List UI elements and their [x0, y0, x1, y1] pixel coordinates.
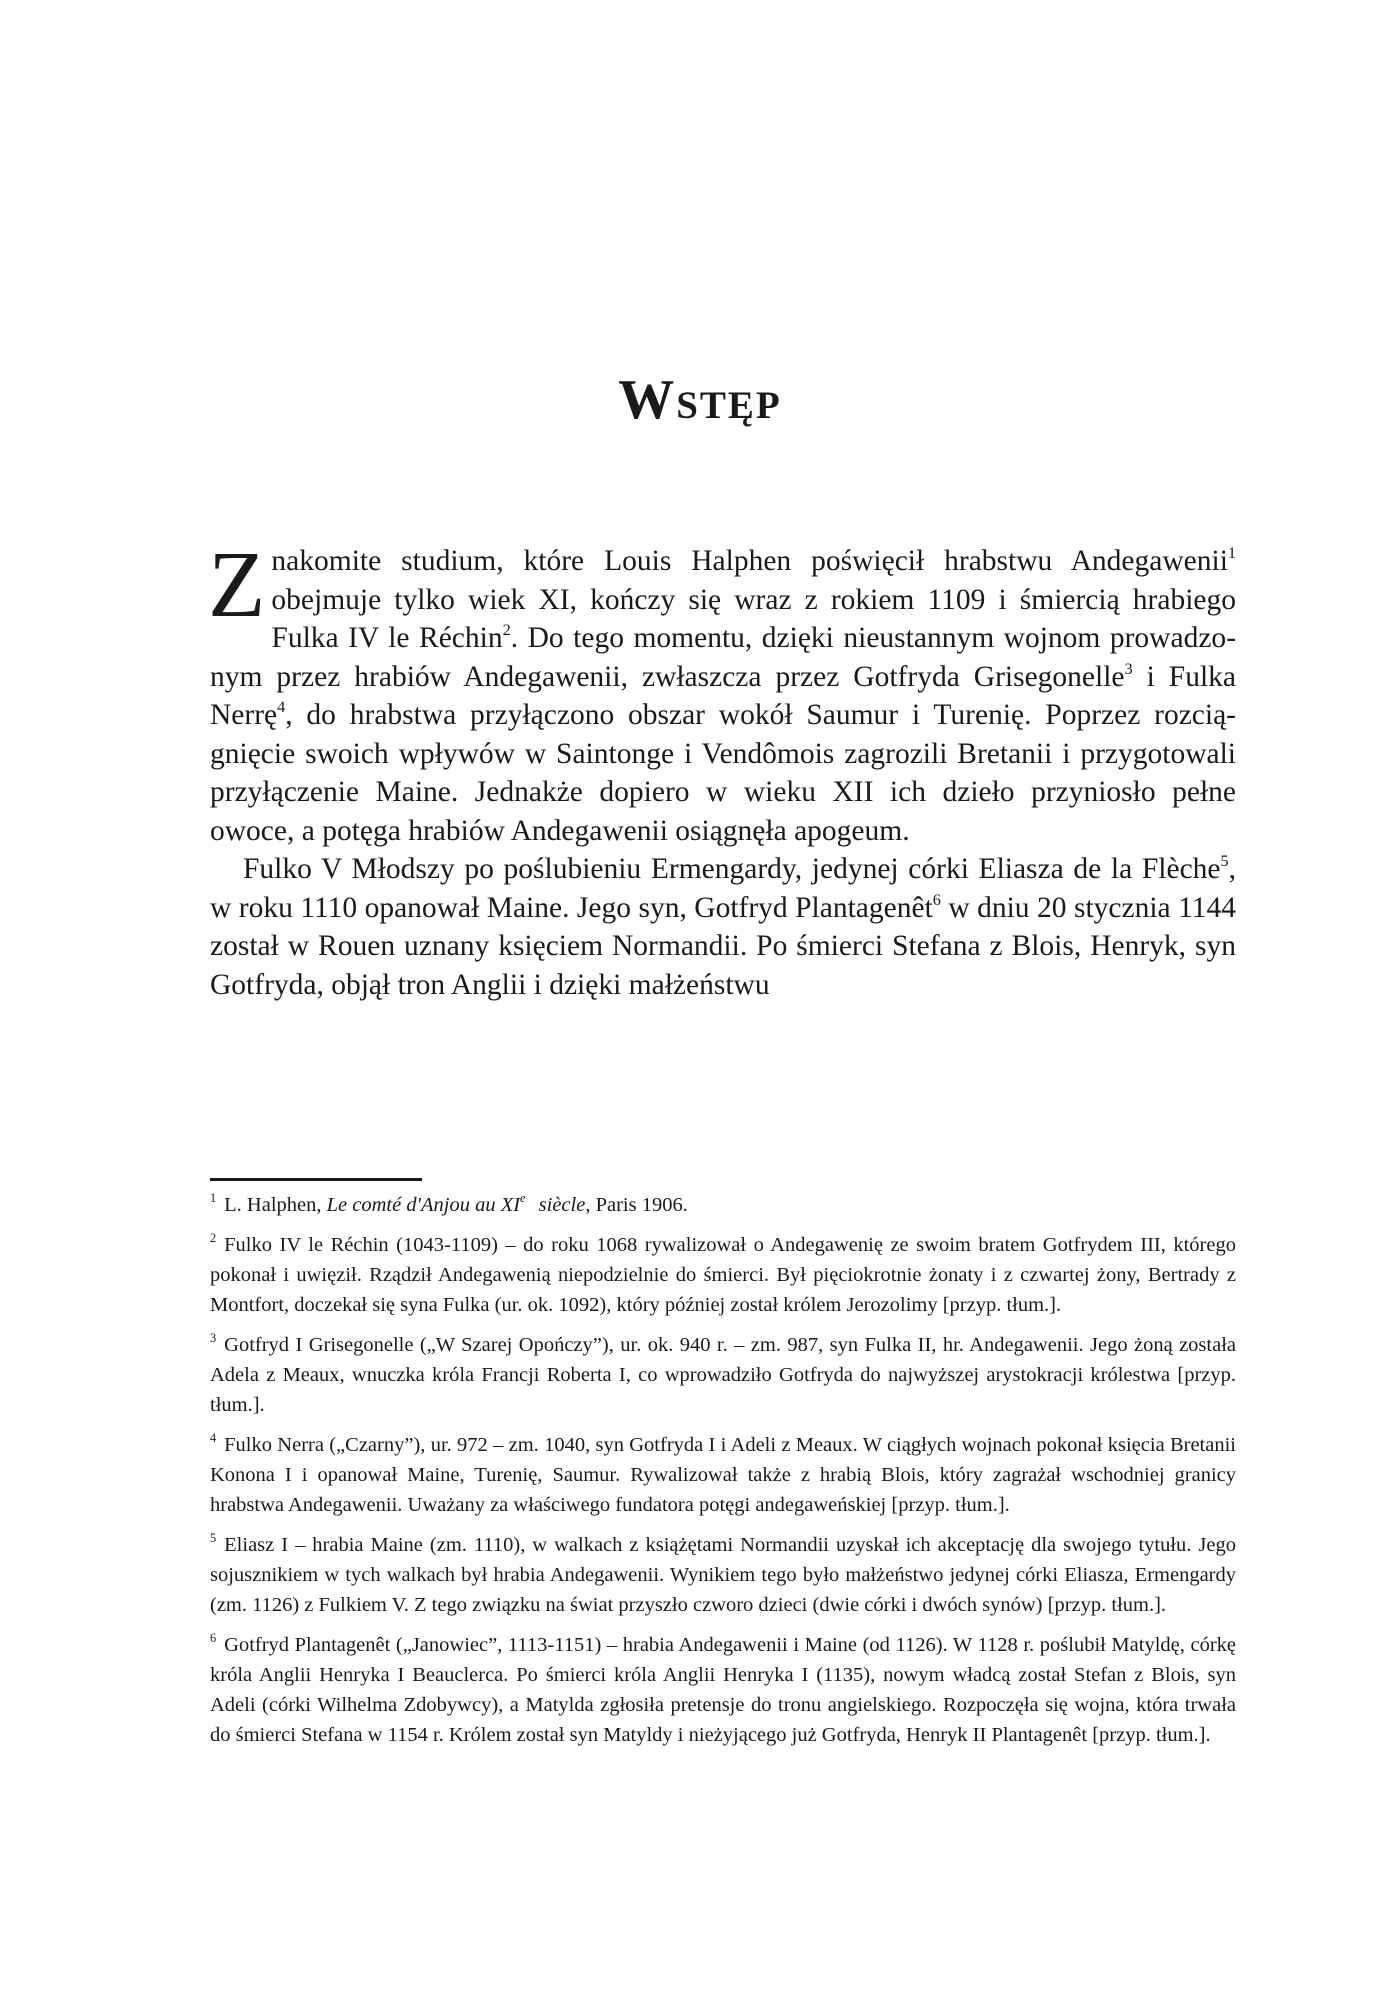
footnote — [210, 1630, 1236, 1750]
text-run: Fulko IV le Réchin (1043-1109) – do roku 1068 rywalizował o Andegawenię ze swoim bratem Gotfrydem III, którego pokonał i uwięził. Rządził Andegawenią niepodzielnie do śmierci. Był pięciokrotnie żonaty i z czwartej żony, Bertrady z Montfort, doczekał się syna Fulka (ur. ok. 1092), który później został królem Jerozolimy [przyp. tłum.]. — [210, 1234, 1236, 1316]
text-run: . Do tego momentu, dzięki nieustannym wojnom prowadzonym przez hrabiów Andegawenii, zwłaszcza przez Gotfryda Grisegonelle — [210, 622, 1237, 693]
text-run: obejmuje tylko wiek XI, kończy się wraz z rokiem 1109 i śmiercią hrabiego Fulka IV le Réchin — [271, 583, 1236, 654]
footnote — [210, 1190, 1236, 1220]
footnote-separator — [210, 1178, 422, 1181]
footnote-number: 5 — [210, 1531, 217, 1546]
paragraph — [210, 850, 1236, 1004]
text-run: Fulko Nerra („Czarny”), ur. 972 – zm. 1040, syn Gotfryda I i Adeli z Meaux. W ciągłych wojnach pokonał księcia Bretanii Konona I i opanował Maine, Turenię, Saumur. Rywalizował także z hrabią Blois, który zagrażał wschodniej granicy hrabstwa Andegawenii. Uważany za właściwego fundatora potęgi andegaweńskiej [przyp. tłum.]. — [210, 1434, 1236, 1516]
footnote-number: 1 — [210, 1191, 217, 1206]
text-run: Gotfryd I Grisegonelle („W Szarej Opończy”), ur. ok. 940 r. – zm. 987, syn Fulka II, hr. Andegawenii. Jego żoną została Adela z Meaux, wnuczka króla Francji Roberta I, co wprowadziło Gotfryda do najwyższej arystokracji królestwa [przyp. tłum.]. — [210, 1334, 1236, 1416]
footnote-number: 4 — [210, 1431, 217, 1446]
text-run: , w roku 1110 opanował Maine. Jego syn, Gotfryd Plantagenêt — [210, 853, 1236, 924]
chapter-title: Wstęp — [618, 369, 782, 431]
text-run: , Paris 1906. — [585, 1194, 688, 1216]
footnote-ref: 4 — [277, 697, 286, 716]
footnote-number: 2 — [210, 1231, 217, 1246]
text-run: Gotfryd Plantagenêt („Janowiec”, 1113-1151) – hrabia Andegawenii i Maine (od 1126). W 1128 r. poślubił Matyldę, córkę króla Anglii Henryka I Beauclerca. Po śmierci króla Anglii Henryka I (1135), nowym władcą został Stefan z Blois, syn Adeli (córki Wilhelma Zdobywcy), a Matylda zgłosiła pretensje do tronu angielskiego. Rozpoczęła się wojna, która trwała do śmierci Stefana w 1154 r. Królem został syn Matyldy i nieżyjącego już Gotfryda, Henryk II Plantagenêt [przyp. tłum.]. — [210, 1634, 1236, 1746]
footnote — [210, 1230, 1236, 1320]
footnotes — [210, 1190, 1236, 1760]
italic-run: siècle — [533, 1194, 586, 1216]
text-run: Eliasz I – hrabia Maine (zm. 1110), w walkach z książętami Normandii uzyskał ich akceptację dla swojego tytułu. Jego sojusznikiem w tych walkach był hrabia Andegawenii. Wynikiem tego było małżeństwo jedynej córki Eliasza, Ermengardy (zm. 1126) z Fulkiem V. Z tego związku na świat przyszło czworo dzieci (dwie córki i dwóch synów) [przyp. tłum.]. — [210, 1534, 1236, 1616]
footnote-number: 6 — [210, 1631, 217, 1646]
text-run: , do hrabstwa przyłączono obszar wokół Saumur i Turenię. Poprzez rozciągnięcie swoich wpływów w Saintonge i Vendômois zagrozili Bretanii i przygotowali przyłączenie Maine. Jednakże dopiero w wieku XII ich dzieło przyniosło pełne owoce, a potęga hrabiów Andegawenii osiągnęła apogeum. — [210, 699, 1236, 847]
footnote-number: 3 — [210, 1331, 217, 1346]
footnote-ref: 6 — [932, 890, 941, 909]
footnote — [210, 1530, 1236, 1620]
footnote-ref: 3 — [1124, 659, 1133, 678]
text-run: i Fulka Nerrę — [210, 660, 1236, 731]
paragraph — [208, 533, 1237, 850]
text-run: Fulko V Młodszy po poślubieniu Ermengardy, jedynej córki Eliasza de la Flèche — [243, 853, 1221, 885]
italic-run: Le comté d'Anjou au XI — [326, 1194, 521, 1216]
footnote-ref: 2 — [502, 620, 511, 639]
footnote — [210, 1330, 1236, 1420]
footnote — [210, 1430, 1236, 1520]
footnote-ref: 5 — [1220, 851, 1229, 870]
drop-cap: Z — [208, 533, 266, 637]
text-run: L. Halphen, — [224, 1194, 327, 1216]
footnote-ref: 1 — [1227, 543, 1236, 562]
text-run: w dniu 20 stycznia 1144 został w Rouen uznany księciem Normandii. Po śmierci Stefana z Blois, Henryk, syn Gotfryda, objął tron Anglii i dzięki małżeństwu — [210, 891, 1236, 1001]
main-text — [208, 533, 1237, 1004]
text-run: nakomite studium, które Louis Halphen poświęcił hrabstwu Andegawenii — [271, 545, 1228, 577]
superscript: e — [520, 1191, 526, 1206]
